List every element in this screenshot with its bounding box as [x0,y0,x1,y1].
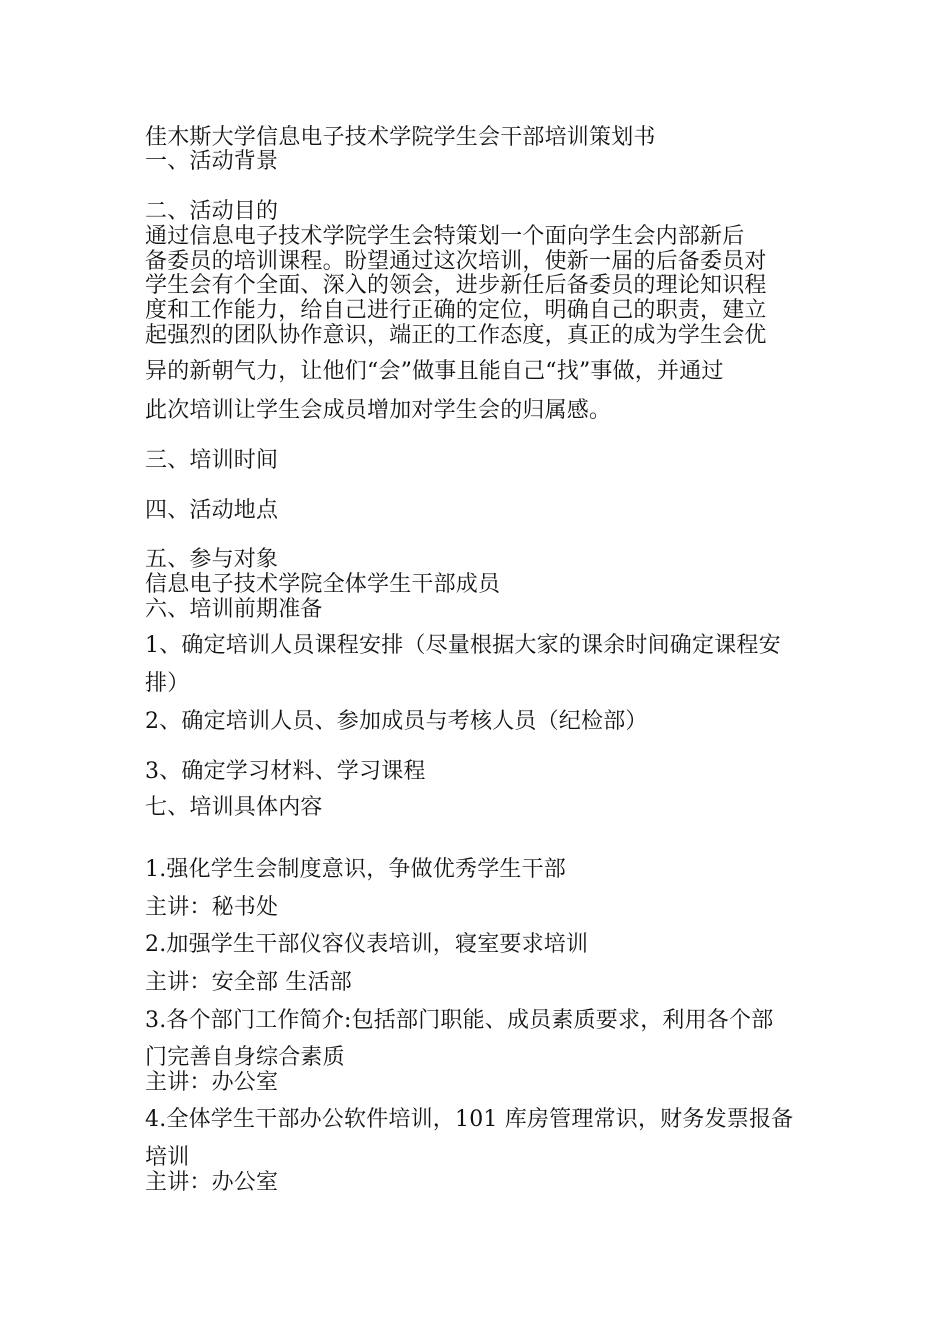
section-heading-purpose: 二、活动目的 [145,199,279,224]
prep-item-1-line: 1、确定培训人员课程安排（尽量根据大家的课余时间确定课程安 [145,633,781,658]
section-heading-location: 四、活动地点 [145,498,279,523]
content-item-1-speaker: 主讲：秘书处 [145,895,279,920]
content-item-3-title: 3.各个部门工作简介:包括部门职能、成员素质要求，利用各个部 [145,1008,774,1033]
paragraph-line: 异的新朝气力，让他们“会”做事且能自己“找”事做，并通过 [145,359,724,384]
content-item-4-title: 4.全体学生干部办公软件培训，101 库房管理常识，财务发票报备 [145,1107,794,1132]
paragraph-line: 通过信息电子技术学院学生会特策划一个面向学生会内部新后 [145,224,745,249]
section-heading-time: 三、培训时间 [145,448,279,473]
prep-item-2: 2、确定培训人员、参加成员与考核人员（纪检部） [145,709,648,734]
content-item-2-speaker: 主讲：安全部 生活部 [145,970,352,995]
paragraph-line: 此次培训让学生会成员增加对学生会的归属感。 [145,398,612,423]
content-item-3-speaker: 主讲：办公室 [145,1070,279,1095]
section-heading-participants: 五、参与对象 [145,547,279,572]
section-heading-content: 七、培训具体内容 [145,795,323,820]
content-item-2-title: 2.加强学生干部仪容仪表培训，寝室要求培训 [145,932,589,957]
content-item-4-title: 培训 [145,1145,190,1170]
paragraph-line: 备委员的培训课程。盼望通过这次培训，使新一届的后备委员对 [145,249,767,274]
document-title: 佳木斯大学信息电子技术学院学生会干部培训策划书 [145,125,656,150]
content-item-3-title: 门完善自身综合素质 [145,1045,345,1070]
section-heading-preparation: 六、培训前期准备 [145,597,323,622]
content-item-1-title: 1.强化学生会制度意识，争做优秀学生干部 [145,857,566,882]
paragraph-line: 度和工作能力，给自己进行正确的定位，明确自己的职责，建立 [145,298,767,323]
paragraph-line: 学生会有个全面、深入的领会，进步新任后备委员的理论知识程 [145,273,767,298]
paragraph-line: 起强烈的团队协作意识，端正的工作态度，真正的成为学生会优 [145,323,767,348]
content-item-4-speaker: 主讲：办公室 [145,1170,279,1195]
section-heading-background: 一、活动背景 [145,149,279,174]
prep-item-1-line: 排） [145,671,190,696]
prep-item-3: 3、确定学习材料、学习课程 [145,759,426,784]
participants-text: 信息电子技术学院全体学生干部成员 [145,572,501,597]
